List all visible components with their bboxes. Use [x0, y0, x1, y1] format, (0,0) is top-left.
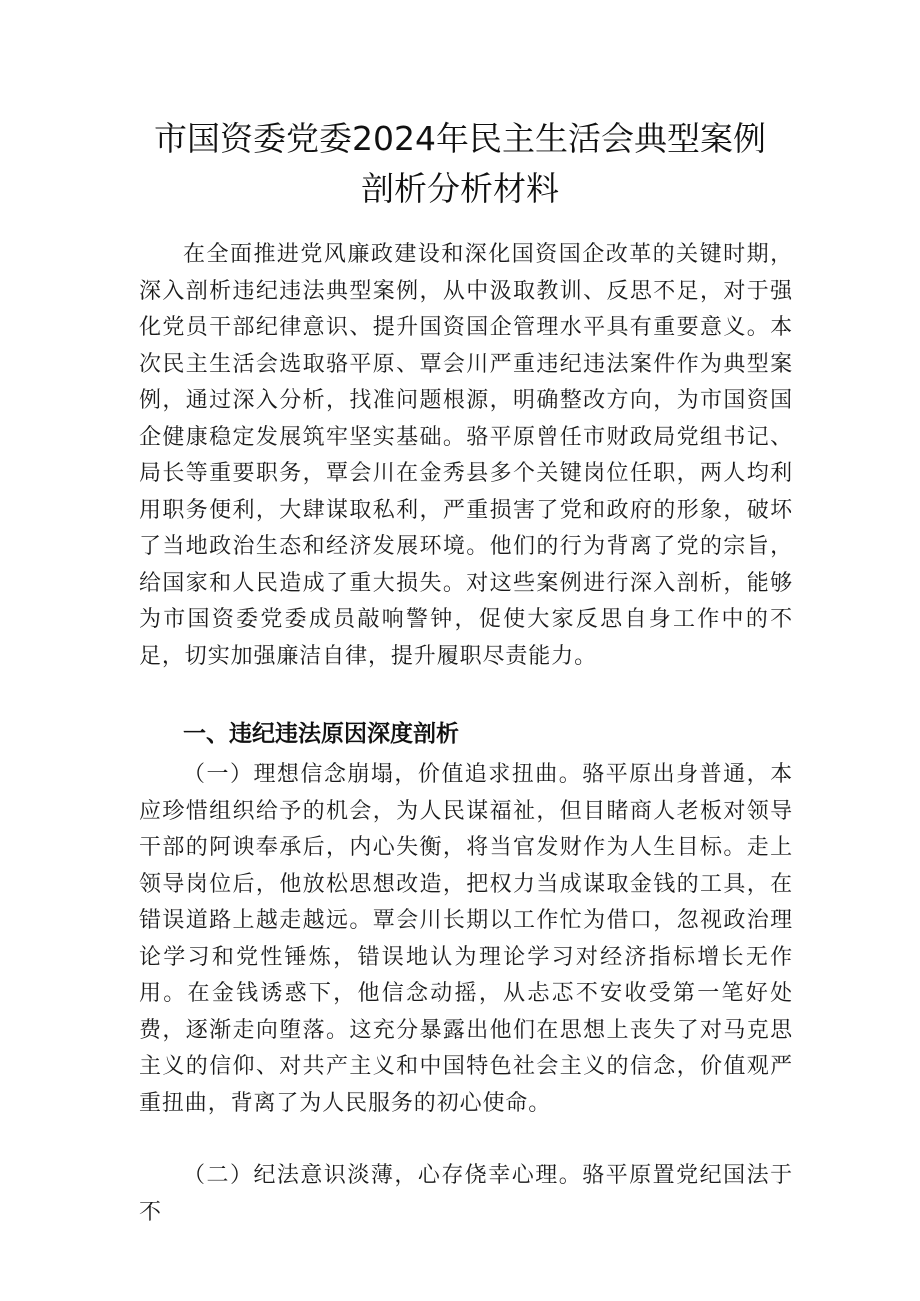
intro-paragraph: 在全面推进党风廉政建设和深化国资国企改革的关键时期，深入剖析违纪违法典型案例，从中汲取教训、反思不足，对于强化党员干部纪律意识、提升国资国企管理水平具有重要意义。本次民主生活会选取骆平原、覃会川严重违纪违法案件作为典型案例，通过深入分析，找准问题根源，明确整改方向，为市国资国企健康稳定发展筑牢坚实基础。骆平原曾任市财政局党组书记、局长等重要职务，覃会川在金秀县多个关键岗位任职，两人均利用职务便利，大肆谋取私利，严重损害了党和政府的形象，破坏了当地政治生态和经济发展环境。他们的行为背离了党的宗旨，给国家和人民造成了重大损失。对这些案例进行深入剖析，能够为市国资委党委成员敲响警钟，促使大家反思自身工作中的不足，切实加强廉洁自律，提升履职尽责能力。 [139, 242, 793, 669]
section-heading-1: 一、违纪违法原因深度剖析 [183, 721, 459, 747]
document-title-line1: 市国资委党委2024年民主生活会典型案例 [154, 119, 766, 158]
section1-paragraph-2: （二）纪法意识淡薄，心存侥幸心理。骆平原置党纪国法于不 [139, 1163, 793, 1225]
document-title-line2: 剖析分析材料 [361, 169, 559, 208]
section1-paragraph-1: （一）理想信念崩塌，价值追求扭曲。骆平原出身普通，本应珍惜组织给予的机会，为人民谋福祉，但目睹商人老板对领导干部的阿谀奉承后，内心失衡，将当官发财作为人生目标。走上领导岗位后，他放松思想改造，把权力当成谋取金钱的工具，在错误道路上越走越远。覃会川长期以工作忙为借口，忽视政治理论学习和党性锤炼，错误地认为理论学习对经济指标增长无作用。在金钱诱惑下，他信念动摇，从忐忑不安收受第一笔好处费，逐渐走向堕落。这充分暴露出他们在思想上丧失了对马克思主义的信仰、对共产主义和中国特色社会主义的信念，价值观严重扭曲，背离了为人民服务的初心使命。 [139, 762, 793, 1116]
